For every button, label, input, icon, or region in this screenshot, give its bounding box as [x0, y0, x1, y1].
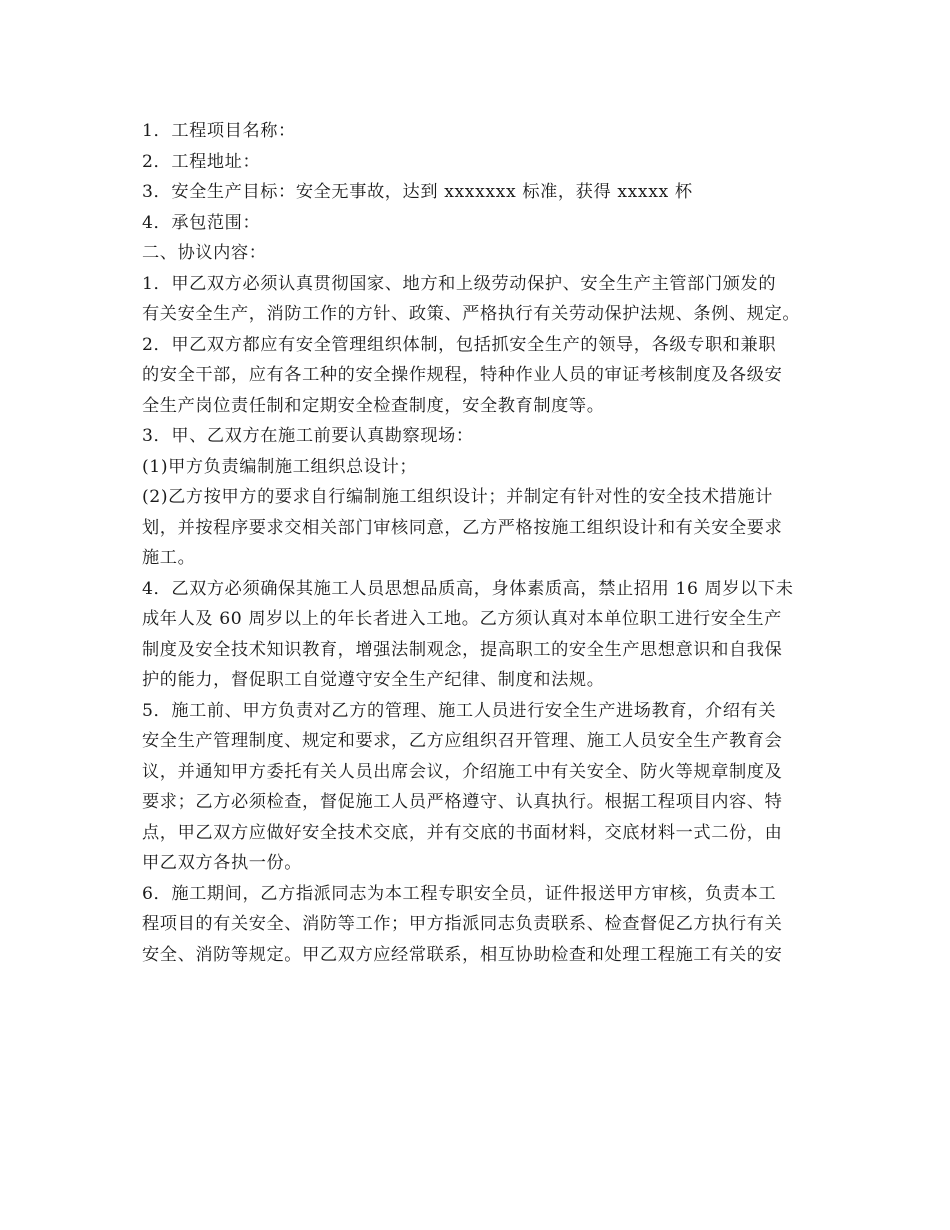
section-heading: 二、协议内容： [142, 243, 267, 263]
text-line: 议，并通知甲方委托有关人员出席会议，介绍施工中有关安全、防火等规章制度及 [142, 761, 783, 782]
text-line: 划，并按程序要求交相关部门审核同意，乙方严格按施工组织设计和有关安全要求 [142, 517, 783, 538]
text-line: 施工。 [142, 548, 196, 568]
text-line: 程项目的有关安全、消防等工作；甲方指派同志负责联系、检查督促乙方执行有关 [142, 914, 783, 934]
text-line: 2．工程地址： [142, 151, 261, 172]
text-line: 1．甲乙双方必须认真贯彻国家、地方和上级劳动保护、安全生产主管部门颁发的 [142, 273, 777, 294]
text-line: 的安全干部，应有各工种的安全操作规程，特种作业人员的审证考核制度及各级安 [142, 365, 783, 385]
text-line: 1．工程项目名称： [142, 121, 296, 141]
text-line: 全生产岗位责任制和定期安全检查制度，安全教育制度等。 [142, 395, 605, 416]
text-line: 6．施工期间，乙方指派同志为本工程专职安全员，证件报送甲方审核，负责本工 [142, 883, 777, 904]
text-line: 制度及安全技术知识教育，增强法制观念，提高职工的安全生产思想意识和自我保 [142, 639, 783, 660]
text-line: 5．施工前、甲方负责对乙方的管理、施工人员进行安全生产进场教育，介绍有关 [142, 700, 777, 721]
text-line: 3．安全生产目标：安全无事故，达到 xxxxxxx 标准，获得 xxxxx 杯 [142, 182, 693, 202]
text-line: 护的能力，督促职工自觉遵守安全生产纪律、制度和法规。 [142, 670, 605, 690]
text-line: 要求；乙方必须检查，督促施工人员严格遵守、认真执行。根据工程项目内容、特 [142, 792, 783, 812]
text-line: 4．乙双方必须确保其施工人员思想品质高，身体素质高，禁止招用 16 周岁以下未 [142, 578, 794, 599]
text-line: (2)乙方按甲方的要求自行编制施工组织设计；并制定有针对性的安全技术措施计 [142, 487, 773, 507]
text-line: 3．甲、乙双方在施工前要认真勘察现场： [142, 426, 474, 446]
text-line: 点，甲乙双方应做好安全技术交底，并有交底的书面材料，交底材料一式二份，由 [142, 822, 783, 843]
text-line: 4．承包范围： [142, 212, 261, 233]
text-line: 安全生产管理制度、规定和要求，乙方应组织召开管理、施工人员安全生产教育会 [142, 731, 783, 751]
text-line: 安全、消防等规定。甲乙双方应经常联系，相互协助检查和处理工程施工有关的安 [142, 944, 783, 965]
text-line: 2．甲乙双方都应有安全管理组织体制，包括抓安全生产的领导，各级专职和兼职 [142, 334, 777, 355]
text-line: 甲乙双方各执一份。 [142, 853, 303, 873]
text-line: 成年人及 60 周岁以上的年长者进入工地。乙方须认真对本单位职工进行安全生产 [142, 609, 782, 629]
document-body [142, 116, 822, 970]
text-line: 有关安全生产，消防工作的方针、政策、严格执行有关劳动保护法规、条例、规定。 [142, 304, 801, 324]
text-line: (1)甲方负责编制施工组织总设计； [142, 456, 418, 477]
